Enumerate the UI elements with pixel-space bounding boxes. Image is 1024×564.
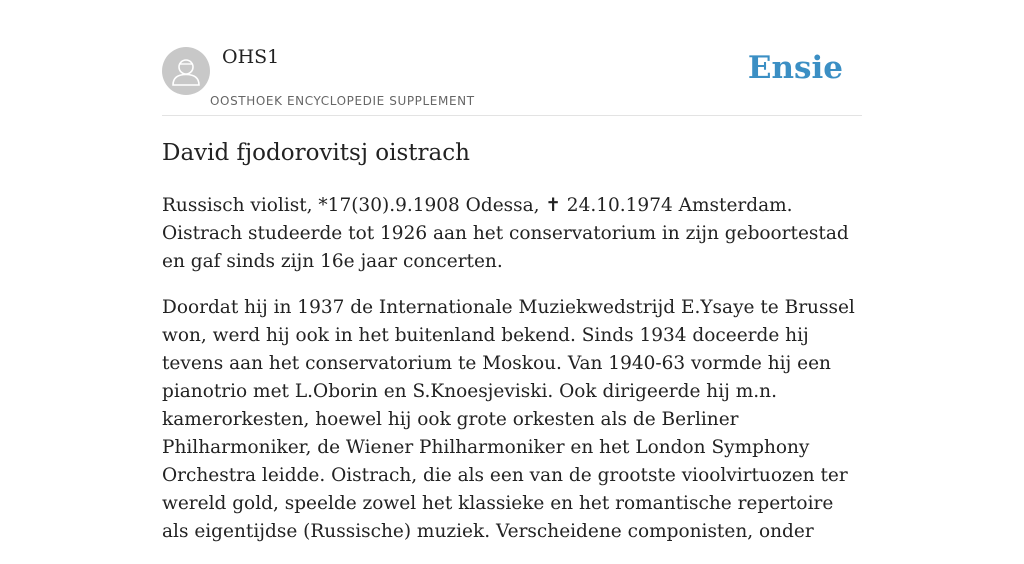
person-silhouette-icon — [162, 47, 210, 95]
article-paragraph: Russisch violist, *17(30).9.1908 Odessa, ✝ 24.10.1974 Amsterdam. Oistrach studeerde tot 1926 aan het conservatorium in zijn geboortestad en gaf sinds zijn 16e jaar concerten. — [162, 195, 849, 272]
user-name-link[interactable]: OHS1 — [222, 46, 280, 68]
article-title: David fjodorovitsj oistrach — [162, 140, 470, 166]
brand-logo[interactable]: Ensie — [747, 50, 843, 86]
article-paragraph: Doordat hij in 1937 de Internationale Muziekwedstrijd E.Ysaye te Brussel won, werd hij ook in het buitenland bekend. Sinds 1934 doceerde hij tevens aan het conservatorium te Moskou. Van 1940-63 vormde hij een pianotrio met L.Oborin en S.Knoesjeviski. Ook dirigeerde hij m.n. kamerorkesten, hoewel hij ook grote orkesten als de Berliner Philharmoniker, de Wiener Philharmoniker en het London Symphony Orchestra leidde. Oistrach, die als een van de grootste vioolvirtuozen ter wereld gold, speelde zowel het klassieke en het romantische repertoire als eigentijdse (Russische) muziek. Verscheidene componisten, onder — [162, 297, 855, 542]
user-avatar-icon[interactable] — [162, 47, 210, 95]
article-body — [162, 192, 862, 564]
content-container — [162, 0, 862, 542]
source-name[interactable]: OOSTHOEK ENCYCLOPEDIE SUPPLEMENT — [210, 94, 475, 108]
header — [162, 0, 862, 116]
